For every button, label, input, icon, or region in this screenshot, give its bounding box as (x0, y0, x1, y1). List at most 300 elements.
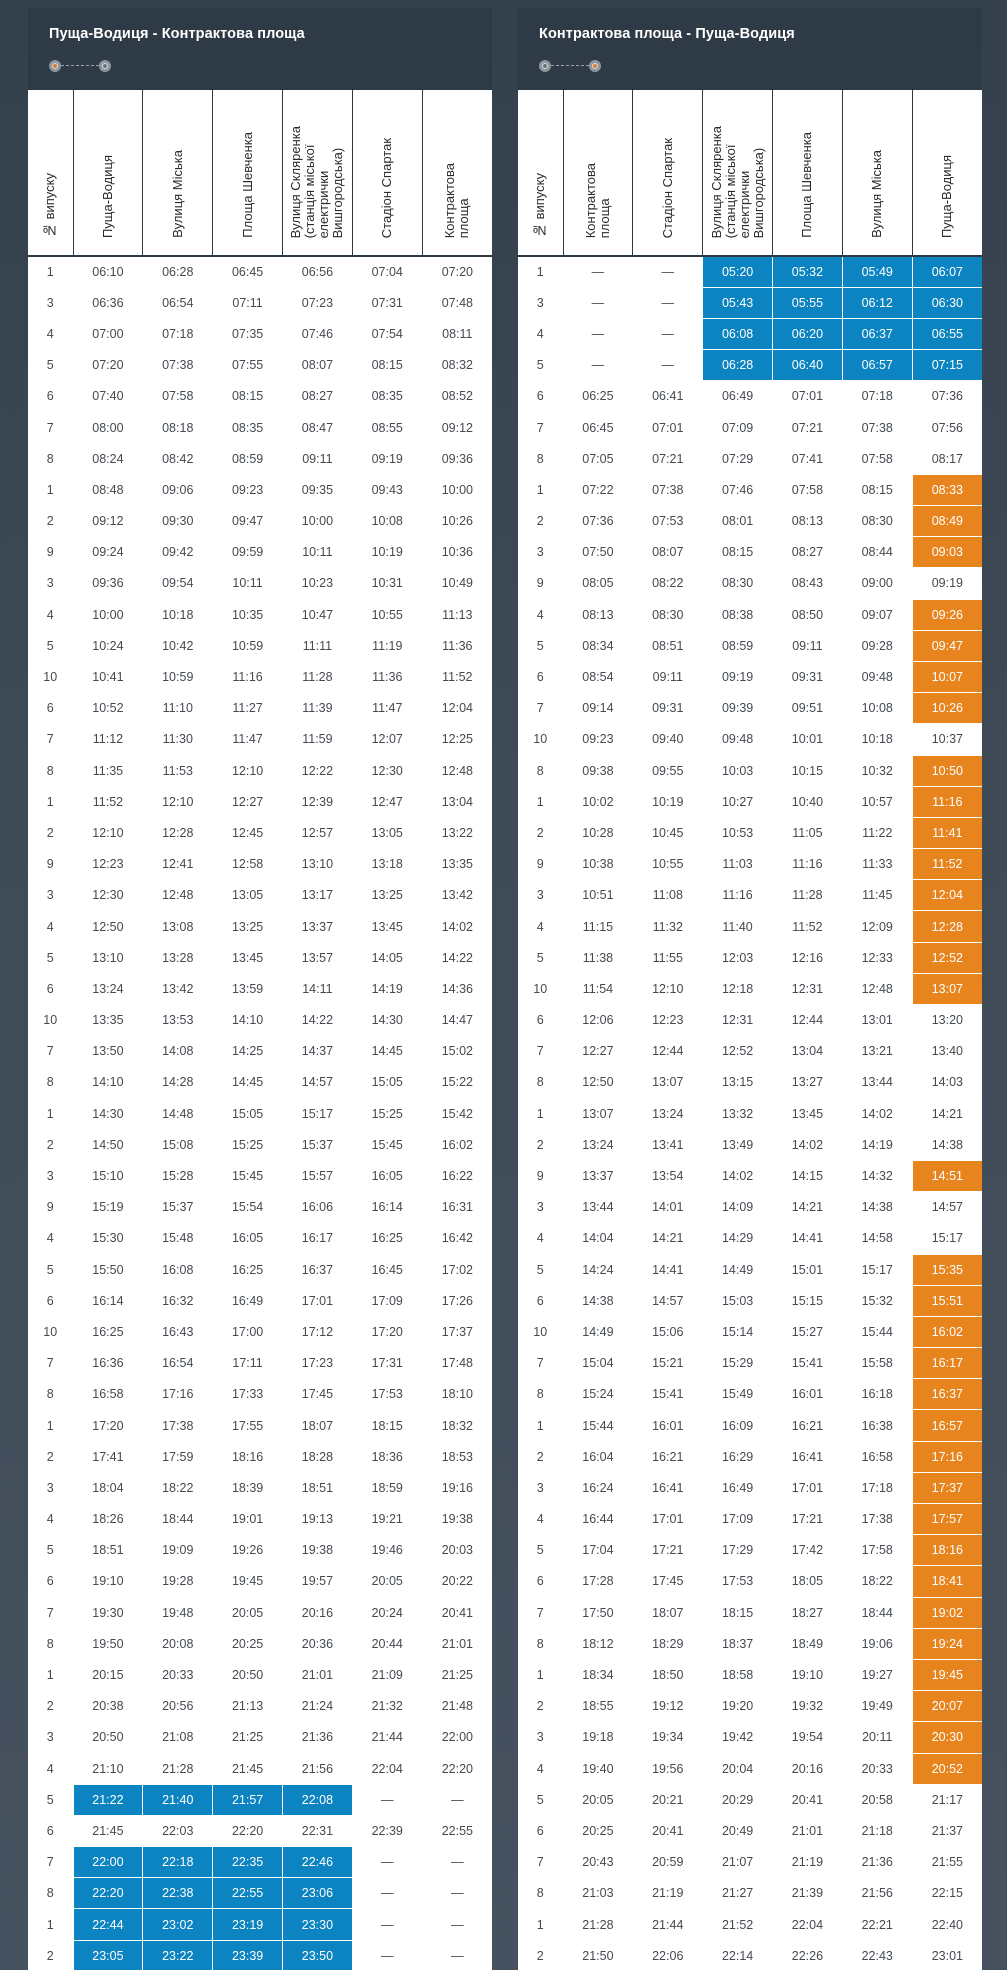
column-header-stop (633, 90, 703, 256)
table-row (518, 1566, 982, 1597)
time-cell: 07:09 (703, 412, 773, 443)
time-cell: 18:12 (563, 1628, 633, 1659)
departure-number-cell: 3 (518, 1192, 563, 1223)
departure-number-cell: 1 (518, 474, 563, 505)
time-cell: 09:48 (842, 661, 912, 692)
time-cell: 17:09 (703, 1504, 773, 1535)
departure-number-cell: 3 (518, 1472, 563, 1503)
table-row (518, 1098, 982, 1129)
time-cell: 07:38 (143, 350, 213, 381)
table-row (28, 1815, 492, 1846)
time-cell: 12:28 (912, 911, 982, 942)
departure-number-cell: 5 (28, 942, 73, 973)
departure-number-cell: 10 (28, 1005, 73, 1036)
time-cell: 07:22 (563, 474, 633, 505)
time-cell: 11:39 (283, 693, 353, 724)
time-cell: 14:01 (633, 1192, 703, 1223)
departure-number-cell: 9 (28, 537, 73, 568)
table-row (518, 661, 982, 692)
time-cell: 11:52 (773, 911, 843, 942)
time-cell: 21:36 (842, 1847, 912, 1878)
time-cell: 20:43 (563, 1847, 633, 1878)
time-cell: 16:37 (283, 1254, 353, 1285)
time-cell: — (352, 1878, 422, 1909)
time-cell: 09:38 (563, 755, 633, 786)
time-cell: 12:23 (633, 1005, 703, 1036)
departure-number-cell: 2 (28, 1691, 73, 1722)
time-cell: 20:38 (73, 1691, 143, 1722)
table-row (28, 817, 492, 848)
time-cell: 17:23 (283, 1348, 353, 1379)
time-cell: 09:28 (842, 630, 912, 661)
table-row (28, 1410, 492, 1441)
time-cell: 08:54 (563, 661, 633, 692)
column-header-label: Стадіон Спартак (379, 137, 395, 238)
time-cell: 20:41 (422, 1597, 492, 1628)
time-cell: 20:21 (633, 1784, 703, 1815)
time-cell: — (563, 350, 633, 381)
time-cell: 20:22 (422, 1566, 492, 1597)
table-row (28, 1504, 492, 1535)
table-row (518, 412, 982, 443)
time-cell: 21:01 (773, 1815, 843, 1846)
time-cell: 23:02 (143, 1909, 213, 1940)
departure-number-cell: 7 (518, 412, 563, 443)
time-cell: 17:57 (912, 1504, 982, 1535)
time-cell: 09:47 (912, 630, 982, 661)
time-cell: 09:30 (143, 506, 213, 537)
departure-number-cell: 3 (28, 568, 73, 599)
time-cell: 21:56 (842, 1878, 912, 1909)
time-cell: 15:15 (773, 1285, 843, 1316)
time-cell: 15:24 (563, 1379, 633, 1410)
time-cell: 10:55 (352, 599, 422, 630)
time-cell: 16:14 (73, 1285, 143, 1316)
time-cell: 21:45 (213, 1753, 283, 1784)
time-cell: — (352, 1909, 422, 1940)
time-cell: 08:00 (73, 412, 143, 443)
time-cell: 11:16 (213, 661, 283, 692)
time-cell: 19:13 (283, 1504, 353, 1535)
time-cell: 19:10 (73, 1566, 143, 1597)
time-cell: — (352, 1847, 422, 1878)
time-cell: 21:57 (213, 1784, 283, 1815)
time-cell: 16:37 (912, 1379, 982, 1410)
table-row (518, 973, 982, 1004)
time-cell: 21:36 (283, 1722, 353, 1753)
time-cell: 09:40 (633, 724, 703, 755)
departure-number-cell: 2 (518, 1691, 563, 1722)
time-cell: 12:47 (352, 786, 422, 817)
time-cell: 11:35 (73, 755, 143, 786)
time-cell: 14:10 (213, 1005, 283, 1036)
time-cell: 20:05 (352, 1566, 422, 1597)
time-cell: 12:44 (773, 1005, 843, 1036)
time-cell: 08:13 (563, 599, 633, 630)
time-cell: 11:16 (912, 786, 982, 817)
time-cell: 13:01 (842, 1005, 912, 1036)
time-cell: 23:30 (283, 1909, 353, 1940)
time-cell: 21:39 (773, 1878, 843, 1909)
time-cell: 18:36 (352, 1441, 422, 1472)
time-cell: 12:48 (842, 973, 912, 1004)
time-cell: 10:49 (422, 568, 492, 599)
time-cell: 11:16 (773, 849, 843, 880)
time-cell: 07:41 (773, 443, 843, 474)
table-row (28, 1316, 492, 1347)
time-cell: 10:50 (912, 755, 982, 786)
time-cell: 19:50 (73, 1628, 143, 1659)
time-cell: 15:48 (143, 1223, 213, 1254)
time-cell: 07:48 (422, 287, 492, 318)
time-cell: 13:27 (773, 1067, 843, 1098)
time-cell: 07:58 (773, 474, 843, 505)
departure-number-cell: 5 (28, 1535, 73, 1566)
departure-number-cell: 1 (28, 1410, 73, 1441)
departure-number-cell: 6 (518, 1005, 563, 1036)
time-cell: 07:56 (912, 412, 982, 443)
time-cell: 14:19 (842, 1129, 912, 1160)
time-cell: 17:01 (283, 1285, 353, 1316)
time-cell: 08:49 (912, 506, 982, 537)
time-cell: 12:41 (143, 849, 213, 880)
time-cell: 18:22 (842, 1566, 912, 1597)
departure-number-cell: 5 (28, 1254, 73, 1285)
time-cell: 21:44 (352, 1722, 422, 1753)
time-cell: 18:58 (703, 1659, 773, 1690)
panel-header (28, 8, 492, 90)
time-cell: 11:47 (352, 693, 422, 724)
column-header-stop (912, 90, 982, 256)
time-cell: 10:23 (283, 568, 353, 599)
time-cell: 07:20 (73, 350, 143, 381)
column-header-stop (842, 90, 912, 256)
time-cell: 06:28 (703, 350, 773, 381)
time-cell: 21:03 (563, 1878, 633, 1909)
time-cell: 15:21 (633, 1348, 703, 1379)
time-cell: 12:04 (912, 880, 982, 911)
table-row (28, 443, 492, 474)
time-cell: 13:07 (633, 1067, 703, 1098)
departure-number-cell: 7 (28, 1847, 73, 1878)
column-header-stop (703, 90, 773, 256)
time-cell: 12:48 (143, 880, 213, 911)
time-cell: 22:39 (352, 1815, 422, 1846)
time-cell: 18:15 (352, 1410, 422, 1441)
time-cell: 09:23 (213, 474, 283, 505)
time-cell: 11:40 (703, 911, 773, 942)
table-row (28, 1753, 492, 1784)
table-row (28, 1379, 492, 1410)
time-cell: 21:13 (213, 1691, 283, 1722)
column-header-label: Пуща-Водиця (939, 154, 955, 238)
time-cell: 15:19 (73, 1192, 143, 1223)
table-row (518, 350, 982, 381)
time-cell: 08:07 (283, 350, 353, 381)
time-cell: 20:29 (703, 1784, 773, 1815)
time-cell: 11:05 (773, 817, 843, 848)
departure-number-cell: 7 (518, 693, 563, 724)
time-cell: 17:37 (912, 1472, 982, 1503)
time-cell: 21:32 (352, 1691, 422, 1722)
time-cell: 13:04 (422, 786, 492, 817)
time-cell: 16:29 (703, 1441, 773, 1472)
table-row (518, 1909, 982, 1940)
time-cell: 11:36 (422, 630, 492, 661)
time-cell: 14:38 (842, 1192, 912, 1223)
time-cell: 19:26 (213, 1535, 283, 1566)
departure-number-cell: 10 (518, 1316, 563, 1347)
departure-number-cell: 8 (518, 1379, 563, 1410)
departure-number-cell: 10 (28, 1316, 73, 1347)
table-row (518, 724, 982, 755)
time-cell: 19:27 (842, 1659, 912, 1690)
time-cell: 18:53 (422, 1441, 492, 1472)
departure-number-cell: 7 (28, 1597, 73, 1628)
time-cell: 11:30 (143, 724, 213, 755)
time-cell: 18:39 (213, 1472, 283, 1503)
time-cell: 11:41 (912, 817, 982, 848)
table-row (28, 630, 492, 661)
time-cell: 15:37 (143, 1192, 213, 1223)
time-cell: 08:27 (773, 537, 843, 568)
table-row (28, 474, 492, 505)
time-cell: 09:31 (773, 661, 843, 692)
departure-number-cell: 4 (28, 1753, 73, 1784)
departure-number-cell: 6 (518, 381, 563, 412)
table-row (28, 693, 492, 724)
departure-number-cell: 7 (518, 1348, 563, 1379)
table-row (28, 1940, 492, 1970)
departure-number-cell: 1 (518, 1909, 563, 1940)
time-cell: 12:39 (283, 786, 353, 817)
departure-number-cell: 4 (518, 318, 563, 349)
departure-number-cell: 5 (518, 942, 563, 973)
time-cell: 09:51 (773, 693, 843, 724)
time-cell: 12:58 (213, 849, 283, 880)
time-cell: 15:42 (422, 1098, 492, 1129)
time-cell: 16:58 (73, 1379, 143, 1410)
time-cell: 14:25 (213, 1036, 283, 1067)
time-cell: 14:02 (773, 1129, 843, 1160)
time-cell: 22:20 (213, 1815, 283, 1846)
departure-number-cell: 6 (518, 1285, 563, 1316)
departure-number-cell: 6 (28, 381, 73, 412)
time-cell: 06:41 (633, 381, 703, 412)
table-row (28, 506, 492, 537)
time-cell: 17:33 (213, 1379, 283, 1410)
departure-number-cell: 7 (28, 724, 73, 755)
departure-number-cell: 3 (28, 1472, 73, 1503)
time-cell: 05:32 (773, 256, 843, 287)
time-cell: 08:05 (563, 568, 633, 599)
time-cell: 07:58 (842, 443, 912, 474)
time-cell: 22:46 (283, 1847, 353, 1878)
time-cell: 19:40 (563, 1753, 633, 1784)
time-cell: 16:08 (143, 1254, 213, 1285)
time-cell: 10:27 (703, 786, 773, 817)
table-row (28, 1472, 492, 1503)
time-cell: 08:47 (283, 412, 353, 443)
time-cell: 17:37 (422, 1316, 492, 1347)
table-row (28, 911, 492, 942)
departure-number-cell: 7 (28, 412, 73, 443)
departure-number-cell: 10 (28, 661, 73, 692)
time-cell: 14:47 (422, 1005, 492, 1036)
departure-number-cell: 3 (518, 537, 563, 568)
time-cell: 07:18 (842, 381, 912, 412)
time-cell: 21:50 (563, 1940, 633, 1970)
time-cell: 15:44 (563, 1410, 633, 1441)
time-cell: 09:42 (143, 537, 213, 568)
time-cell: 11:27 (213, 693, 283, 724)
time-cell: 22:08 (283, 1784, 353, 1815)
time-cell: 13:42 (143, 973, 213, 1004)
time-cell: 06:57 (842, 350, 912, 381)
time-cell: 15:08 (143, 1129, 213, 1160)
time-cell: 17:00 (213, 1316, 283, 1347)
time-cell: 08:32 (422, 350, 492, 381)
time-cell: 19:02 (912, 1597, 982, 1628)
time-cell: 20:33 (842, 1753, 912, 1784)
table-row (28, 318, 492, 349)
column-header-label: Вулиця Міська (169, 150, 185, 238)
departure-number-cell: 6 (28, 1285, 73, 1316)
time-cell: 15:54 (213, 1192, 283, 1223)
time-cell: 12:10 (143, 786, 213, 817)
table-row (28, 1566, 492, 1597)
time-cell: 06:10 (73, 256, 143, 287)
time-cell: 19:38 (283, 1535, 353, 1566)
route-dots-icon (539, 58, 601, 74)
column-header-label: Пуща-Водиця (99, 154, 115, 238)
time-cell: 17:09 (352, 1285, 422, 1316)
column-header-stop (773, 90, 843, 256)
time-cell: — (422, 1878, 492, 1909)
time-cell: 15:14 (703, 1316, 773, 1347)
time-cell: 14:41 (633, 1254, 703, 1285)
time-cell: 16:24 (563, 1472, 633, 1503)
time-cell: 13:20 (912, 1005, 982, 1036)
time-cell: 15:03 (703, 1285, 773, 1316)
time-cell: 18:34 (563, 1659, 633, 1690)
table-row (28, 942, 492, 973)
departure-number-cell: 1 (28, 1659, 73, 1690)
time-cell: 17:01 (633, 1504, 703, 1535)
time-cell: 11:28 (773, 880, 843, 911)
departure-number-cell: 8 (28, 755, 73, 786)
time-cell: 19:18 (563, 1722, 633, 1753)
departure-number-cell: 4 (28, 911, 73, 942)
time-cell: 08:35 (352, 381, 422, 412)
table-row (518, 506, 982, 537)
time-cell: 10:02 (563, 786, 633, 817)
time-cell: 08:27 (283, 381, 353, 412)
time-cell: 06:45 (213, 256, 283, 287)
departure-number-cell: 8 (518, 1628, 563, 1659)
table-row (518, 1504, 982, 1535)
time-cell: 14:45 (213, 1067, 283, 1098)
time-cell: 15:17 (283, 1098, 353, 1129)
departure-number-cell: 2 (518, 817, 563, 848)
table-row (28, 755, 492, 786)
time-cell: 14:57 (633, 1285, 703, 1316)
time-cell: 16:17 (283, 1223, 353, 1254)
table-row (518, 1129, 982, 1160)
time-cell: 13:17 (283, 880, 353, 911)
time-cell: 07:36 (912, 381, 982, 412)
time-cell: 15:58 (842, 1348, 912, 1379)
time-cell: 16:18 (842, 1379, 912, 1410)
time-cell: 08:34 (563, 630, 633, 661)
table-row (28, 1098, 492, 1129)
time-cell: 13:18 (352, 849, 422, 880)
time-cell: 18:50 (633, 1659, 703, 1690)
time-cell: 17:45 (633, 1566, 703, 1597)
time-cell: 13:49 (703, 1129, 773, 1160)
time-cell: 17:45 (283, 1379, 353, 1410)
time-cell: 17:20 (73, 1410, 143, 1441)
time-cell: 18:51 (73, 1535, 143, 1566)
time-cell: 14:30 (73, 1098, 143, 1129)
time-cell: 21:19 (773, 1847, 843, 1878)
time-cell: 22:26 (773, 1940, 843, 1970)
time-cell: 20:50 (73, 1722, 143, 1753)
departure-number-cell: 7 (518, 1036, 563, 1067)
table-row (518, 1254, 982, 1285)
time-cell: 19:46 (352, 1535, 422, 1566)
time-cell: 17:38 (842, 1504, 912, 1535)
table-row (518, 318, 982, 349)
departure-number-cell: 1 (28, 1909, 73, 1940)
column-header-departure-number (28, 90, 73, 256)
time-cell: 15:41 (633, 1379, 703, 1410)
time-cell: 16:01 (773, 1379, 843, 1410)
time-cell: 13:25 (213, 911, 283, 942)
time-cell: 09:03 (912, 537, 982, 568)
time-cell: 22:40 (912, 1909, 982, 1940)
time-cell: 16:32 (143, 1285, 213, 1316)
time-cell: 13:24 (563, 1129, 633, 1160)
time-cell: 13:59 (213, 973, 283, 1004)
time-cell: 18:27 (773, 1597, 843, 1628)
column-header-label: № випуску (532, 172, 548, 238)
time-cell: 10:26 (912, 693, 982, 724)
time-cell: 06:08 (703, 318, 773, 349)
time-cell: 18:10 (422, 1379, 492, 1410)
table-row (518, 1691, 982, 1722)
time-cell: 23:39 (213, 1940, 283, 1970)
table-row (518, 1628, 982, 1659)
time-cell: 21:10 (73, 1753, 143, 1784)
table-row (518, 1535, 982, 1566)
table-row (28, 287, 492, 318)
departure-number-cell: 1 (28, 256, 73, 287)
table-row (28, 1160, 492, 1191)
departure-number-cell: 5 (28, 630, 73, 661)
time-cell: 23:22 (143, 1940, 213, 1970)
table-row (28, 1129, 492, 1160)
departure-number-cell: 3 (518, 880, 563, 911)
time-cell: 17:38 (143, 1410, 213, 1441)
time-cell: 20:44 (352, 1628, 422, 1659)
time-cell: 11:28 (283, 661, 353, 692)
table-row (28, 1223, 492, 1254)
column-header-stop (73, 90, 143, 256)
time-cell: 09:11 (773, 630, 843, 661)
time-cell: 08:43 (773, 568, 843, 599)
column-header-label: № випуску (42, 172, 58, 238)
